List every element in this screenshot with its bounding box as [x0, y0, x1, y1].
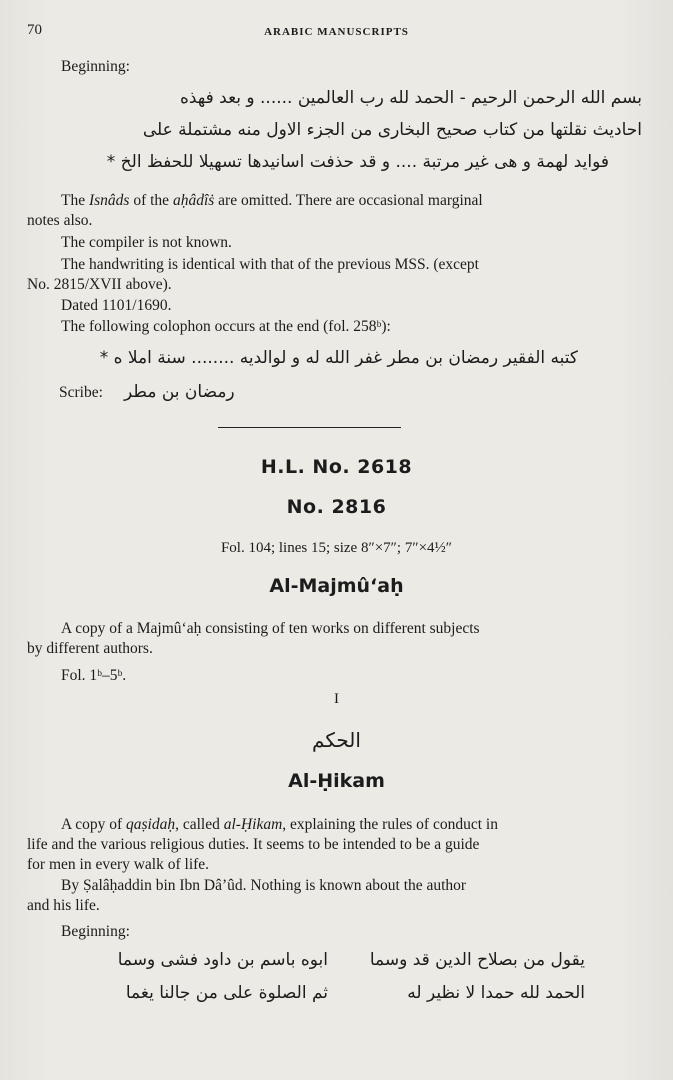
author-paragraph-line-2: and his life.: [27, 897, 100, 914]
folio-info: Fol. 104; lines 15; size 8″×7″; 7″×4½″: [220, 540, 453, 556]
folio-range: Fol. 1ᵇ–5ᵇ.: [61, 667, 127, 684]
number-heading: No. 2816: [286, 496, 387, 518]
section-title: Al-Ḥikam: [288, 770, 385, 792]
verse-2-hemistich-right: الحمد لله حمدا لا نظير له: [407, 983, 585, 1003]
section-description-line-3: for men in every walk of life.: [27, 856, 210, 873]
author-paragraph: By Ṣalâḥaddin bin Ibn Dâ’ûd. Nothing is known about the author: [61, 877, 467, 894]
section-numeral: I: [334, 691, 339, 707]
arabic-beginning-line-1: بسم الله الرحمن الرحيم - الحمد لله رب العالمين ...... و بعد فهذه: [179, 88, 642, 108]
isnads-paragraph-line-2: notes also.: [27, 212, 93, 229]
section-arabic-title: الحكم: [312, 728, 361, 752]
handwriting-paragraph: The handwriting is identical with that of the previous MSS. (except: [61, 256, 479, 273]
running-title: ARABIC MANUSCRIPTS: [264, 26, 409, 38]
beginning-label: Beginning:: [61, 58, 130, 75]
colophon-intro: The following colophon occurs at the end (fol. 258ᵇ):: [61, 318, 391, 335]
compiler-paragraph: The compiler is not known.: [61, 234, 232, 251]
hl-number-heading: H.L. No. 2618: [260, 456, 413, 478]
section-description: A copy of qaṣidaḥ, called al-Ḥikam, explaining the rules of conduct in: [61, 816, 498, 833]
scribe-arabic: رمضان بن مطر: [124, 382, 235, 402]
section-beginning-label: Beginning:: [61, 923, 130, 940]
arabic-beginning-line-2: احاديث نقلتها من كتاب صحيح البخارى من الجزء الاول منه مشتملة على: [142, 120, 642, 140]
entry-title: Al-Majmû‘aḥ: [269, 575, 404, 597]
verse-1-hemistich-right: يقول من بصلاح الدين قد وسما: [369, 950, 585, 970]
colophon-arabic: كتبه الفقير رمضان بن مطر غفر الله له و لوالديه ........ سنة املا ه *: [99, 348, 578, 368]
section-description-line-2: life and the various religious duties. It seems to be intended to be a guide: [27, 836, 480, 853]
dated-paragraph: Dated 1101/1690.: [61, 297, 172, 314]
section-divider: [218, 427, 401, 428]
page-number: 70: [27, 22, 42, 38]
isnads-paragraph: The Isnâds of the aḥâdîṡ are omitted. There are occasional marginal: [61, 192, 483, 209]
verse-1-hemistich-left: ابوه باسم بن داود فشى وسما: [117, 950, 328, 970]
arabic-beginning-line-3: فوايد لهمة و هى غير مرتبة .... و قد حذفت اسانيدها تسهيلا للحفظ الخ *: [106, 152, 609, 172]
handwriting-paragraph-line-2: No. 2815/XVII above).: [27, 276, 172, 293]
entry-description: A copy of a Majmû‘aḥ consisting of ten works on different subjects: [61, 620, 480, 637]
entry-description-line-2: by different authors.: [27, 640, 153, 657]
verse-2-hemistich-left: ثم الصلوة على من جالنا يغما: [125, 983, 328, 1003]
scribe-label: Scribe:: [59, 384, 103, 401]
